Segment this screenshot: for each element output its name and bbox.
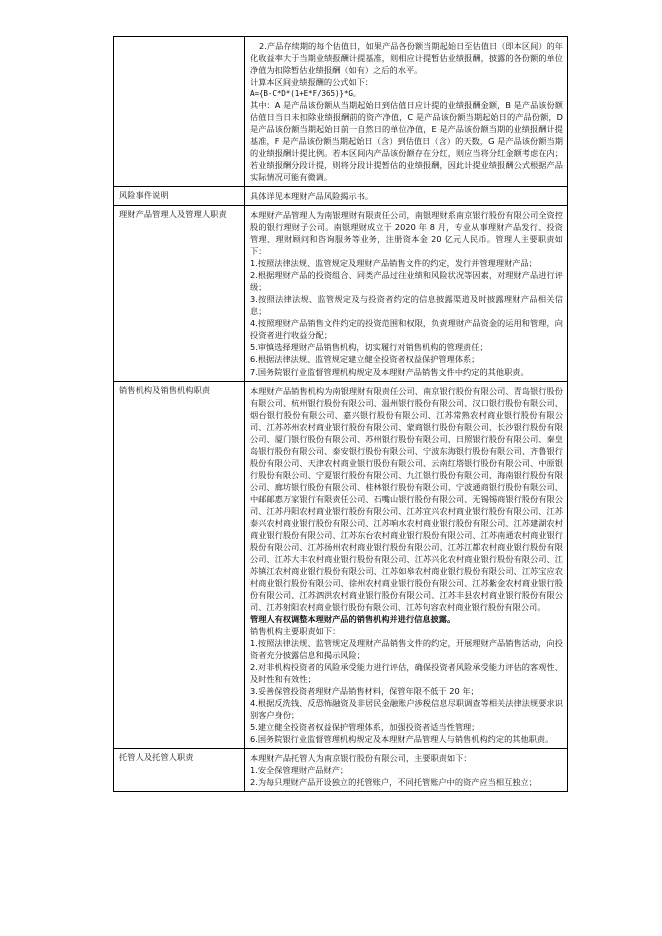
table-row	[114, 37, 568, 187]
row-label-text: 理财产品管理人及管理人职责	[119, 209, 227, 220]
row-label-sales-institutions-and-duties	[114, 381, 245, 748]
row-label-text: 销售机构及销售机构职责	[119, 384, 211, 395]
disclosure-table	[113, 36, 568, 792]
paragraph: 7.国务院银行业监督管理机构规定及本理财产品销售文件中约定的其他职责。	[250, 366, 529, 377]
table-row	[114, 381, 568, 748]
paragraph: 3.妥善保管投资者理财产品销售材料，保管年限不低于 20 年；	[250, 685, 479, 696]
paragraph: 6.根据法律法规、监管规定建立健全投资者权益保护管理体系；	[250, 354, 480, 365]
row-content-sales-institutions-and-duties	[245, 381, 568, 748]
paragraph: 本理财产品销售机构为南银理财有限责任公司、南京银行股份有限公司、青岛银行股份有限公司、杭州银行股份有限公司、温州银行股份有限公司、汉口银行股份有限公司、烟台银行股份有限公司、嘉兴银行股份有限公司、江苏常熟农村商业银行股份有限公司、江苏苏州农村商业银行股份有限公司、蒙商银行股份有限公司、长沙银行股份有限公司、厦门银行股份有限公司、苏州银行股份有限公司、日照银行股份有限公司、秦皇岛银行股份有限公司、泰安银行股份有限公司、宁波东海银行股份有限公司、齐鲁银行股份有限公司、天津农村商业银行股份有限公司、云南红塔银行股份有限公司、中原银行股份有限公司、宁夏银行股份有限公司、九江银行股份有限公司、海南银行股份有限公司、廊坊银行股份有限公司、桂林银行股份有限公司、宁波通商银行股份有限公司、中邮邮惠万家银行有限责任公司、石嘴山银行股份有限公司、无锡锡商银行股份有限公司、江苏丹阳农村商业银行股份有限公司、江苏宜兴农村商业银行股份有限公司、江苏泰兴农村商业银行股份有限公司、江苏响水农村商业银行股份有限公司、江苏建湖农村商业银行股份有限公司、江苏东台农村商业银行股份有限公司、江苏南通农村商业银行股份有限公司、江苏扬州农村商业银行股份有限公司、江苏江都农村商业银行股份有限公司、江苏大丰农村商业银行股份有限公司、江苏兴化农村商业银行股份有限公司、江苏镇江农村商业银行股份有限公司、江苏如皋农村商业银行股份有限公司、江苏宝应农村商业银行股份有限公司、徐州农村商业银行股份有限公司、江苏紫金农村商业银行股份有限公司、江苏泗洪农村商业银行股份有限公司、江苏丰县农村商业银行股份有限公司、江苏射阳农村商业银行股份有限公司、江苏句容农村商业银行股份有限公司。	[250, 385, 563, 612]
row-label-risk-event-description	[114, 187, 245, 206]
paragraph: 2.产品存续期的每个估值日，如果产品各份额当期起始日至估值日（即本区间）的年化收益率大于当期业绩报酬计提基准，则相应计提暂估业绩报酬，披露的各份额的单位净值为扣除暂估业绩报酬（如有）之后的水平。	[250, 41, 563, 76]
paragraph: 5.审慎选择理财产品销售机构，切实履行对销售机构的管理责任；	[250, 342, 488, 353]
paragraph: 销售机构主要职责如下：	[250, 625, 341, 636]
row-content-manager-and-duties	[245, 206, 568, 381]
row-label-text: 风险事件说明	[119, 190, 169, 201]
row-label-performance-fee-continuation	[114, 37, 245, 187]
paragraph: 本理财产品管理人为南银理财有限责任公司，南银理财系南京银行股份有限公司全资控股的银行理财子公司。南银理财成立于 2020 年 8 月，专业从事理财产品发行、投资管理、理财顾问和咨询服务等业务，注册资本金 20 亿元人民币。管理人主要职责如下：	[250, 210, 563, 257]
paragraph: 6.国务院银行业监督管理机构规定及本理财产品管理人与销售机构约定的其他职责。	[250, 733, 554, 744]
paragraph: 2.根据理财产品的投资组合、同类产品过往业绩和风险状况等因素，对理财产品进行评级；	[250, 270, 563, 293]
table-row	[114, 748, 568, 791]
paragraph: 1.按照法律法规、监管规定及理财产品销售文件的约定，开展理财产品销售活动，向投资者充分披露信息和揭示风险；	[250, 637, 563, 660]
paragraph: 其中：A 是产品该份额从当期起始日到估值日应计提的业绩报酬金额，B 是产品该份额估值日当日未扣除业绩报酬前的资产净值，C 是产品该份额当期起始日的产品份额，D 是产品该份额当期起始日前一自然日的单位净值，E 是产品该份额当期的业绩报酬计提基准，F 是产品该份额当期起始日（含）到估值日（含）的天数，G 是产品该份额当期的业绩报酬计提比例。若本区间内产品该份额存在分红，则应当将分红金额考虑在内；若业绩报酬分段计提，则将分段计提暂估的业绩报酬，因此计提业绩报酬公式根据产品实际情况可能有微调。	[250, 100, 563, 183]
table-row	[114, 187, 568, 206]
paragraph: 1.按照法律法规、监管规定及理财产品销售文件的约定，发行并管理理财产品；	[250, 258, 537, 269]
paragraph: 计算本区间业绩报酬的公式如下：	[250, 77, 374, 88]
row-content-performance-fee-continuation	[245, 37, 568, 187]
paragraph: 本理财产品托管人为南京银行股份有限公司，主要职责如下：	[250, 752, 472, 763]
paragraph: 4.根据反洗钱、反恐怖融资及非居民金融账户涉税信息尽职调查等相关法律法规要求识别客户身份；	[250, 697, 563, 720]
paragraph: 5.建立健全投资者权益保护管理体系，加强投资者适当性管理；	[250, 721, 480, 732]
row-content-custodian-and-duties	[245, 748, 568, 791]
paragraph: 2.为每只理财产品开设独立的托管账户，不同托管账户中的资产应当相互独立；	[250, 777, 537, 788]
formula-paragraph: A={B-C*D*(1+E*F/365)}*G。	[250, 89, 361, 99]
row-content-risk-event-description	[245, 187, 568, 206]
table-body	[114, 37, 568, 792]
paragraph: 1.安全保管理财产品财产；	[250, 765, 349, 775]
paragraph-emphasis: 管理人有权调整本理财产品的销售机构并进行信息披露。	[250, 613, 456, 624]
paragraph: 2.对非机构投资者的风险承受能力进行评估，确保投资者风险承受能力评估的客观性、及时性和有效性；	[250, 661, 563, 684]
table-row	[114, 206, 568, 381]
paragraph: 具体详见本理财产品风险揭示书。	[250, 191, 374, 202]
row-label-manager-and-duties	[114, 206, 245, 381]
paragraph: 3.按照法律法规、监管规定及与投资者约定的信息披露渠道及时披露理财产品相关信息；	[250, 294, 563, 317]
paragraph: 4.按照理财产品销售文件约定的投资范围和权限，负责理财产品资金的运用和管理，向投资者进行收益分配；	[250, 318, 563, 341]
row-label-custodian-and-duties	[114, 748, 245, 791]
row-label-text: 托管人及托管人职责	[119, 751, 194, 762]
